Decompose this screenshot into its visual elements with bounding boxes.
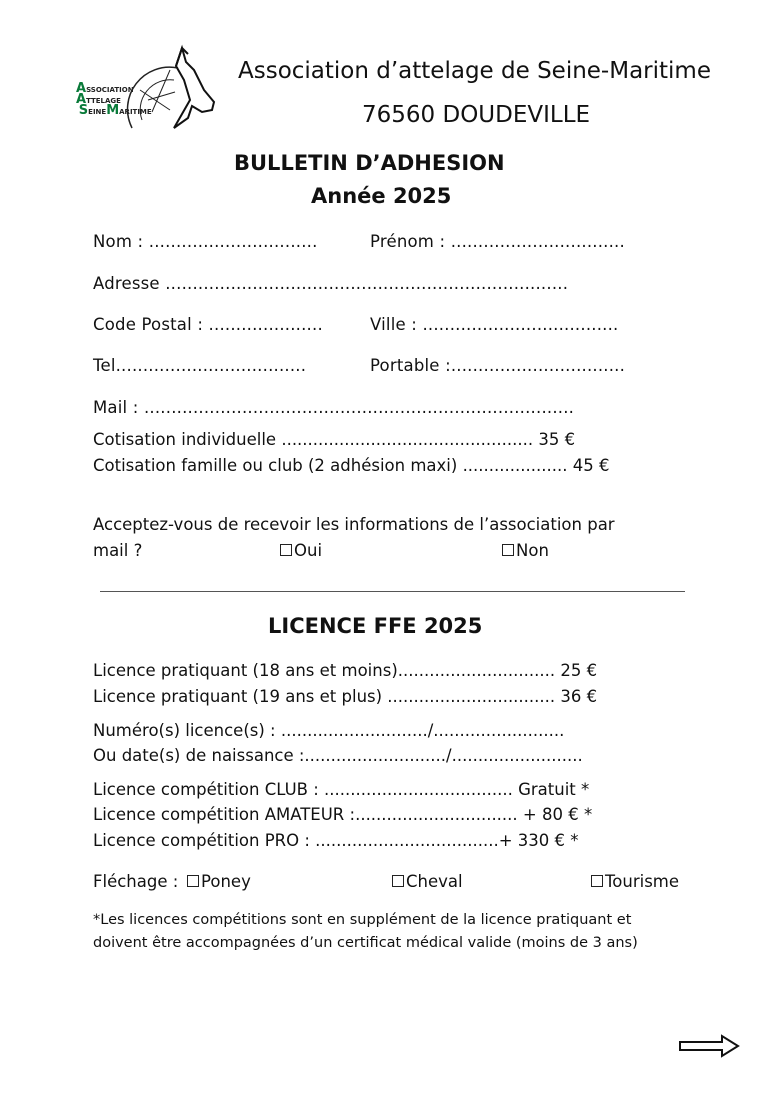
bulletin-title: BULLETIN D’ADHESION: [234, 151, 505, 175]
licence-title: LICENCE FFE 2025: [268, 614, 483, 638]
date-naissance-field[interactable]: Ou date(s) de naissance :.........................../.........................: [93, 746, 583, 765]
footnote-line-1: *Les licences compétitions sont en supplément de la licence pratiquant et: [93, 912, 632, 928]
next-page-arrow[interactable]: [678, 1034, 740, 1062]
licence-club: Licence compétition CLUB : .................................... Gratuit *: [93, 780, 590, 799]
cotisation-famille: Cotisation famille ou club (2 adhésion maxi) .................... 45 €: [93, 456, 610, 475]
flechage-cheval-label: Cheval: [406, 872, 463, 891]
org-address: 76560 DOUDEVILLE: [362, 102, 591, 128]
licence-pratiquant-19: Licence pratiquant (19 ans et plus) ................................ 36 €: [93, 687, 598, 706]
checkbox-icon[interactable]: [392, 875, 404, 887]
checkbox-icon[interactable]: [280, 544, 292, 556]
checkbox-icon[interactable]: [502, 544, 514, 556]
code-postal-field[interactable]: Code Postal : .....................: [93, 315, 323, 334]
flechage-tourisme-label: Tourisme: [605, 872, 680, 891]
footnote-line-2: doivent être accompagnées d’un certificat médical valide (moins de 3 ans): [93, 935, 638, 951]
checkbox-icon[interactable]: [187, 875, 199, 887]
year-title: Année 2025: [311, 184, 452, 208]
flechage-label: Fléchage :: [93, 872, 179, 891]
licence-pratiquant-18: Licence pratiquant (18 ans et moins).............................. 25 €: [93, 661, 598, 680]
logo-text: ASSOCIATION ATTELAGE SEINEMARITIME: [76, 81, 152, 118]
adresse-field[interactable]: Adresse ..........................................................................: [93, 274, 569, 293]
consent-question-end: mail ?: [93, 541, 143, 560]
nom-field[interactable]: Nom : ...............................: [93, 232, 318, 251]
tel-field[interactable]: Tel...................................: [93, 356, 307, 375]
org-name: Association d’attelage de Seine-Maritime: [238, 58, 711, 84]
consent-oui-label: Oui: [294, 541, 323, 560]
flechage-poney-option[interactable]: [187, 872, 251, 891]
portable-field[interactable]: Portable :................................: [370, 356, 626, 375]
cotisation-individuelle: Cotisation individuelle ................................................ 35 €: [93, 430, 576, 449]
checkbox-icon[interactable]: [591, 875, 603, 887]
mail-field[interactable]: Mail : ...............................................................................: [93, 398, 575, 417]
numero-licence-field[interactable]: Numéro(s) licence(s) : ............................/.........................: [93, 721, 565, 740]
double-arrow-right-icon: [678, 1034, 740, 1058]
prenom-field[interactable]: Prénom : ................................: [370, 232, 625, 251]
flechage-cheval-option[interactable]: [392, 872, 463, 891]
licence-pro: Licence compétition PRO : ...................................+ 330 € *: [93, 831, 579, 850]
flechage-tourisme-option[interactable]: [591, 872, 679, 891]
ville-field[interactable]: Ville : ....................................: [370, 315, 619, 334]
flechage-poney-label: Poney: [201, 872, 251, 891]
consent-non-label: Non: [516, 541, 549, 560]
consent-question: Acceptez-vous de recevoir les informations de l’association par: [93, 515, 615, 534]
logo: [70, 40, 220, 135]
consent-oui-option[interactable]: [280, 541, 322, 560]
consent-non-option[interactable]: [502, 541, 549, 560]
licence-amateur: Licence compétition AMATEUR :............................... + 80 € *: [93, 805, 593, 824]
section-divider: [100, 591, 685, 592]
